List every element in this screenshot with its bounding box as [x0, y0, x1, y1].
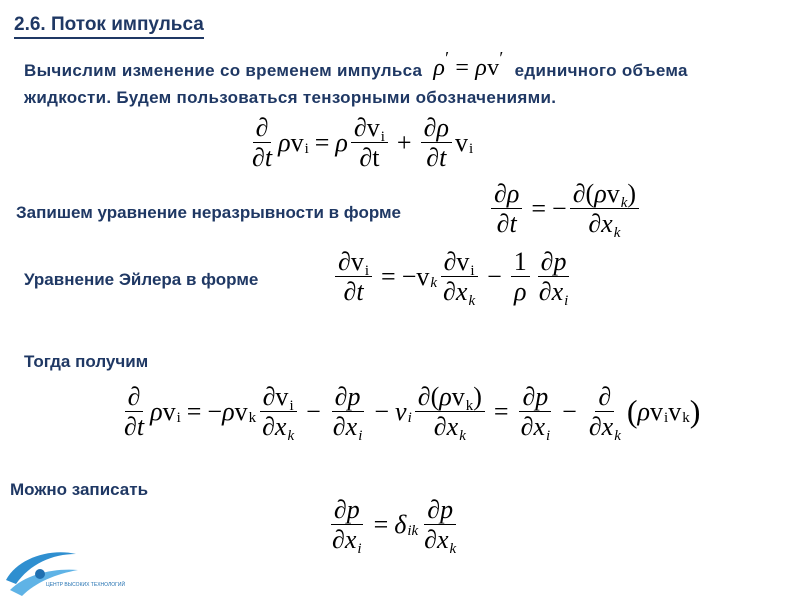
intro-text-after: единичного объема жидкости. Будем пользоваться тензорными обозначениями. [24, 61, 688, 107]
center-logo [0, 540, 126, 600]
write-label: Можно записать [10, 480, 149, 499]
continuity-label: Запишем уравнение неразрывности в форме [16, 203, 402, 222]
intro-text-before: Вычислим изменение со временем импульса [24, 61, 423, 80]
slide-title: 2.6. Поток импульса [14, 14, 204, 39]
formula-delta-identity: $\frac{\partial p}{\partial xi}$ = δ ik $\frac{\partial p}{\partial xk}$ [332, 495, 457, 558]
formula-continuity: $\frac{\partial\rho}{\partial t}$ = − $\frac{\text{∂(ρvk)}}{\partial xk}$ [488, 180, 642, 238]
logo-caption: ЦЕНТР ВЫСОКИХ ТЕХНОЛОГИЙ [46, 582, 126, 588]
formula-momentum-derivative: $\frac{\partial}{\partial t}$ ρ v i = ρ $\frac{\partial vi}{\partial t}$ + $\frac{\partial\rho}{\partial t}$ v i [252, 113, 474, 173]
then-label: Тогда получим [24, 352, 149, 371]
formula-euler: $\frac{\partial vi}{\partial t}$ = −v k $\frac{\partial vi}{\partial xk}$ − $\frac{1}{\rho}$ $\frac{\partial p}{\partial xi}$ [332, 248, 574, 306]
formula-momentum-flux-result: $\frac{\partial}{\partial t}$ ρ v i = − ρ v k $\frac{\partial vi}{\partial xk}$ − $\frac{\partial p}{\partial xi}$ − v i $\frac{\text{∂(ρvk)}}{\partial xk}$ = $\frac{\partial p}{\partial xi}$ − $\frac{\partial}{\partial xk}$ ( ρ v i v k ) [124, 382, 701, 445]
swoosh-logo-icon [0, 540, 126, 600]
euler-label: Уравнение Эйлера в форме [24, 270, 259, 289]
intro-paragraph [24, 47, 774, 111]
momentum-inline-formula: ρ ′ = ρ v ′ [433, 47, 504, 81]
